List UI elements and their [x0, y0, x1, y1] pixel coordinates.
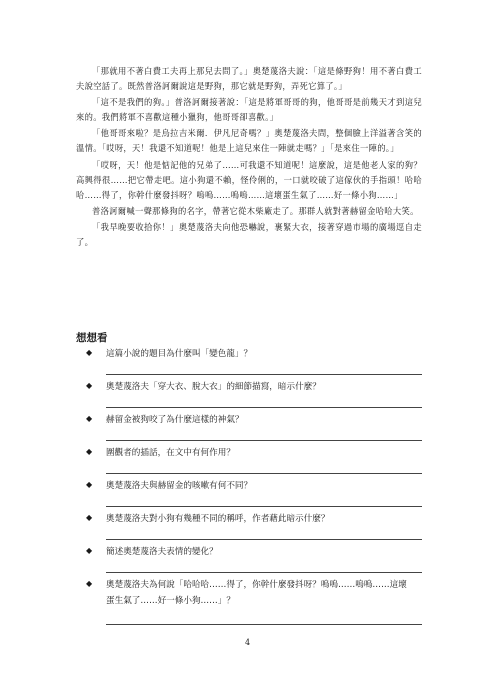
question-item	[86, 478, 422, 511]
bullet-icon: ◆	[86, 414, 93, 423]
story-paragraph: 「這不是我們的狗。」普洛訶爾接著說：「這是將軍哥哥的狗，他哥哥是前幾天才到這兒來的。我們將軍不喜歡這種小獵狗，他哥哥卻喜歡。」	[76, 97, 422, 123]
bullet-icon: ◆	[86, 447, 93, 456]
story-paragraph: 「哎呀，天！他是惦記他的兄弟了……可我還不知道呢！這麼說，這是他老人家的狗？高興得很……把它帶走吧。這小狗還不賴，怪伶俐的，一口就咬破了這傢伙的手指頭！哈哈哈……得了，你幹什麼發抖呀？嗚嗚……嗚嗚……這壞蛋生氣了……好一條小狗……」	[76, 159, 422, 200]
question-item	[86, 544, 422, 577]
question-text: 奧楚蔑洛夫對小狗有幾種不同的稱呼，作者藉此暗示什麼？	[106, 514, 330, 524]
answer-line[interactable]	[106, 624, 422, 625]
question-item	[86, 511, 422, 544]
story-paragraph: 普洛訶爾喊一聲那條狗的名字，帶著它從木柴廠走了。那群人就對著赫留金哈哈大笑。	[92, 205, 419, 216]
question-item	[86, 577, 422, 629]
question-item	[86, 412, 422, 445]
page-number: 4	[244, 638, 251, 647]
question-item	[86, 379, 422, 412]
bullet-icon: ◆	[86, 513, 93, 522]
question-text: 簡述奧楚蔑洛夫表情的變化？	[106, 547, 218, 557]
section-title: 想想看	[76, 332, 108, 344]
answer-line[interactable]	[106, 473, 422, 474]
story-paragraph: 「他哥哥來啦？是烏拉吉米爾．伊凡尼奇嗎？」奧楚蔑洛夫問，整個臉上洋溢著含笑的溫情。「哎呀，天！我還不知道呢！他是上這兒來住一陣就走嗎？」「是來住一陣的。」	[76, 128, 422, 154]
story-paragraph: 「我早晚要收拾你！」奧楚蔑洛夫向他恐嚇說，裹緊大衣，接著穿過市場的廣場逕自走了。	[76, 221, 422, 248]
answer-line[interactable]	[106, 539, 422, 540]
bullet-icon: ◆	[86, 546, 93, 555]
question-text: 奧楚蔑洛夫「穿大衣、脫大衣」的細節描寫，暗示什麼？	[106, 382, 321, 392]
answer-line[interactable]	[106, 407, 422, 408]
question-item	[86, 445, 422, 478]
question-text: 赫留金被狗咬了為什麼這樣的神氣？	[106, 415, 244, 425]
answer-line[interactable]	[106, 506, 422, 507]
question-text: 圍觀者的插話，在文中有何作用？	[106, 448, 235, 458]
bullet-icon: ◆	[86, 381, 93, 390]
question-item	[86, 346, 422, 379]
question-list	[86, 346, 422, 629]
question-text: 奧楚蔑洛夫為何說「哈哈哈……得了，你幹什麼發抖呀？嗚嗚……嗚嗚……這壞蛋生氣了……好一條小狗……」？	[106, 580, 407, 606]
answer-line[interactable]	[106, 572, 422, 573]
answer-line[interactable]	[106, 374, 422, 375]
bullet-icon: ◆	[86, 579, 93, 588]
bullet-icon: ◆	[86, 348, 93, 357]
story-paragraph: 「那就用不著白費工夫再上那兒去問了。」奧楚蔑洛夫說：「這是條野狗！用不著白費工夫說空話了。既然普洛訶爾說這是野狗，那它就是野狗，弄死它算了。」	[76, 66, 422, 92]
answer-line[interactable]	[106, 440, 422, 441]
bullet-icon: ◆	[86, 480, 93, 489]
story-text	[76, 64, 422, 251]
question-text: 奧楚蔑洛夫與赫留金的咳嗽有何不同？	[106, 481, 253, 491]
question-text: 這篇小說的題目為什麼叫「變色龍」？	[106, 349, 253, 359]
